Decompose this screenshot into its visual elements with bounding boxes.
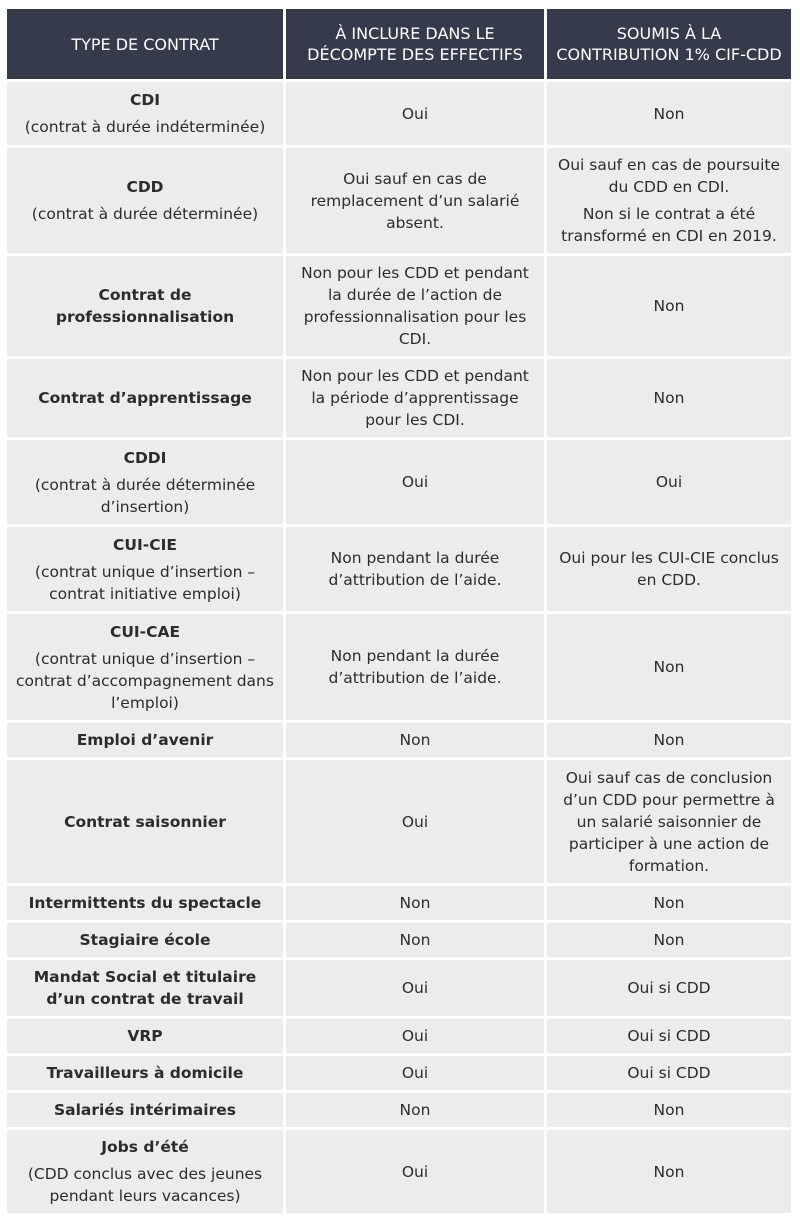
contract-name: Mandat Social et titulaire d’un contrat de travail (33, 968, 257, 1008)
contribution-text: Non (653, 1101, 685, 1119)
contribution-text: Oui sauf cas de conclusion d’un CDD pour permettre à un salarié saisonnier de participer à une action de formation. (563, 768, 775, 875)
contract-detail: (contrat unique d’insertion – contrat d’accompagnement dans l’emploi) (16, 649, 274, 712)
contract-type-cell (7, 1130, 283, 1213)
workforce-count-text: Oui sauf en cas de remplacement d’un salarié absent. (310, 169, 520, 232)
table-row (7, 256, 791, 356)
table-row (7, 760, 791, 883)
header-workforce-count: À INCLURE DANS LE DÉCOMPTE DES EFFECTIFS (286, 9, 544, 79)
workforce-count-cell (286, 527, 544, 611)
workforce-count-cell (286, 1130, 544, 1213)
contribution-text: Non (653, 104, 685, 123)
contract-name: CDI (129, 91, 160, 109)
contribution-text: Non si le contrat a été transformé en CDI en 2019. (561, 205, 777, 245)
contract-name: CUI-CIE (113, 535, 177, 554)
contract-type-cell (7, 82, 283, 145)
table-row (7, 1019, 791, 1053)
contribution-cell (547, 1130, 791, 1213)
contract-name: Contrat d’apprentissage (38, 389, 252, 407)
workforce-count-text: Oui (401, 979, 429, 997)
contract-name: Contrat saisonnier (64, 812, 226, 831)
contract-detail: (contrat à durée indéterminée) (24, 118, 266, 136)
workforce-count-text: Non pour les CDD et pendant la période d’apprentissage pour les CDI. (301, 367, 529, 429)
contract-type-cell (7, 923, 283, 957)
contract-name: Travailleurs à domicile (46, 1064, 244, 1082)
contract-name: Jobs d’été (101, 1138, 189, 1156)
workforce-count-cell (286, 723, 544, 757)
workforce-count-cell (286, 256, 544, 356)
contract-name: Stagiaire école (79, 931, 211, 949)
contribution-cell (547, 923, 791, 957)
contract-name: CDD (126, 178, 164, 196)
contribution-text: Oui sauf en cas de poursuite du CDD en CDI. (558, 156, 780, 196)
workforce-count-cell (286, 760, 544, 883)
contract-type-cell (7, 440, 283, 524)
contract-type-cell (7, 960, 283, 1016)
contribution-cell (547, 440, 791, 524)
contract-type-cell (7, 723, 283, 757)
workforce-count-cell (286, 886, 544, 920)
workforce-count-cell (286, 359, 544, 437)
workforce-count-cell (286, 1056, 544, 1090)
workforce-count-cell (286, 960, 544, 1016)
contribution-cell (547, 359, 791, 437)
contribution-text: Oui pour les CUI-CIE conclus en CDD. (559, 549, 779, 589)
contribution-cell (547, 82, 791, 145)
contract-type-cell (7, 614, 283, 720)
contribution-text: Non (653, 1162, 685, 1181)
contract-type-cell (7, 1093, 283, 1127)
contribution-cell (547, 527, 791, 611)
workforce-count-text: Oui (401, 1162, 429, 1181)
contract-detail: (CDD conclus avec des jeunes pendant leurs vacances) (27, 1165, 263, 1205)
contribution-cell (547, 886, 791, 920)
table-row (7, 923, 791, 957)
contribution-text: Non (653, 931, 685, 949)
contribution-text: Oui si CDD (627, 979, 711, 997)
table-row (7, 723, 791, 757)
header-contract-type: TYPE DE CONTRAT (7, 9, 283, 79)
contribution-cell (547, 1056, 791, 1090)
workforce-count-text: Oui (401, 1064, 429, 1082)
contract-name: Emploi d’avenir (76, 731, 214, 749)
contract-type-cell (7, 527, 283, 611)
table-row (7, 614, 791, 720)
table-header (7, 9, 791, 79)
table-row (7, 359, 791, 437)
contract-name: CDDI (123, 448, 167, 467)
contract-type-cell (7, 886, 283, 920)
workforce-count-text: Oui (401, 1027, 429, 1045)
contribution-cell (547, 256, 791, 356)
workforce-count-cell (286, 614, 544, 720)
contribution-cell (547, 1093, 791, 1127)
table-row (7, 1093, 791, 1127)
workforce-count-cell (286, 1019, 544, 1053)
contract-detail: (contrat unique d’insertion – contrat initiative emploi) (34, 562, 256, 603)
workforce-count-cell (286, 148, 544, 253)
contract-detail: (contrat à durée déterminée) (31, 205, 259, 223)
contract-type-cell (7, 1056, 283, 1090)
workforce-count-text: Non (399, 931, 431, 949)
workforce-count-cell (286, 440, 544, 524)
contribution-text: Oui si CDD (627, 1027, 711, 1045)
workforce-count-text: Non (399, 1101, 431, 1119)
workforce-count-text: Non (399, 894, 431, 912)
table-body (7, 82, 791, 1213)
table-row (7, 960, 791, 1016)
workforce-count-cell (286, 1093, 544, 1127)
contribution-text: Non (653, 731, 685, 749)
contract-name: Salariés intérimaires (53, 1101, 237, 1119)
contract-detail: (contrat à durée déterminée d’insertion) (34, 475, 256, 516)
workforce-count-text: Non pendant la durée d’attribution de l’aide. (328, 647, 502, 687)
contract-types-table (4, 6, 794, 1216)
contribution-cell (547, 1019, 791, 1053)
table-row (7, 148, 791, 253)
contract-type-cell (7, 148, 283, 253)
contribution-cell (547, 723, 791, 757)
table-row (7, 1130, 791, 1213)
table-row (7, 886, 791, 920)
contribution-cell (547, 614, 791, 720)
contribution-text: Non (653, 389, 685, 407)
contribution-text: Oui (655, 473, 683, 491)
header-row (7, 9, 791, 79)
workforce-count-text: Non pour les CDD et pendant la durée de l’action de professionnalisation pour les CDI. (301, 264, 529, 348)
contribution-cell (547, 760, 791, 883)
table-row (7, 527, 791, 611)
workforce-count-text: Oui (401, 473, 429, 491)
table-row (7, 1056, 791, 1090)
contribution-cell (547, 148, 791, 253)
table-row (7, 82, 791, 145)
contribution-text: Oui si CDD (627, 1064, 711, 1082)
contract-name: Intermittents du spectacle (28, 894, 262, 912)
contract-type-cell (7, 359, 283, 437)
workforce-count-cell (286, 82, 544, 145)
contract-type-cell (7, 760, 283, 883)
contract-type-cell (7, 1019, 283, 1053)
contribution-text: Non (653, 297, 685, 315)
contract-name: VRP (127, 1027, 163, 1045)
workforce-count-cell (286, 923, 544, 957)
contract-type-cell (7, 256, 283, 356)
header-cif-cdd-contribution: SOUMIS À LA CONTRIBUTION 1% CIF-CDD (547, 9, 791, 79)
workforce-count-text: Non (399, 731, 431, 749)
table-row (7, 440, 791, 524)
contribution-cell (547, 960, 791, 1016)
contribution-text: Non (653, 658, 685, 676)
contract-name: CUI-CAE (109, 622, 181, 641)
workforce-count-text: Non pendant la durée d’attribution de l’aide. (328, 549, 502, 589)
workforce-count-text: Oui (401, 104, 429, 123)
workforce-count-text: Oui (401, 812, 429, 831)
contract-name: Contrat de professionnalisation (55, 286, 235, 326)
contribution-text: Non (653, 894, 685, 912)
